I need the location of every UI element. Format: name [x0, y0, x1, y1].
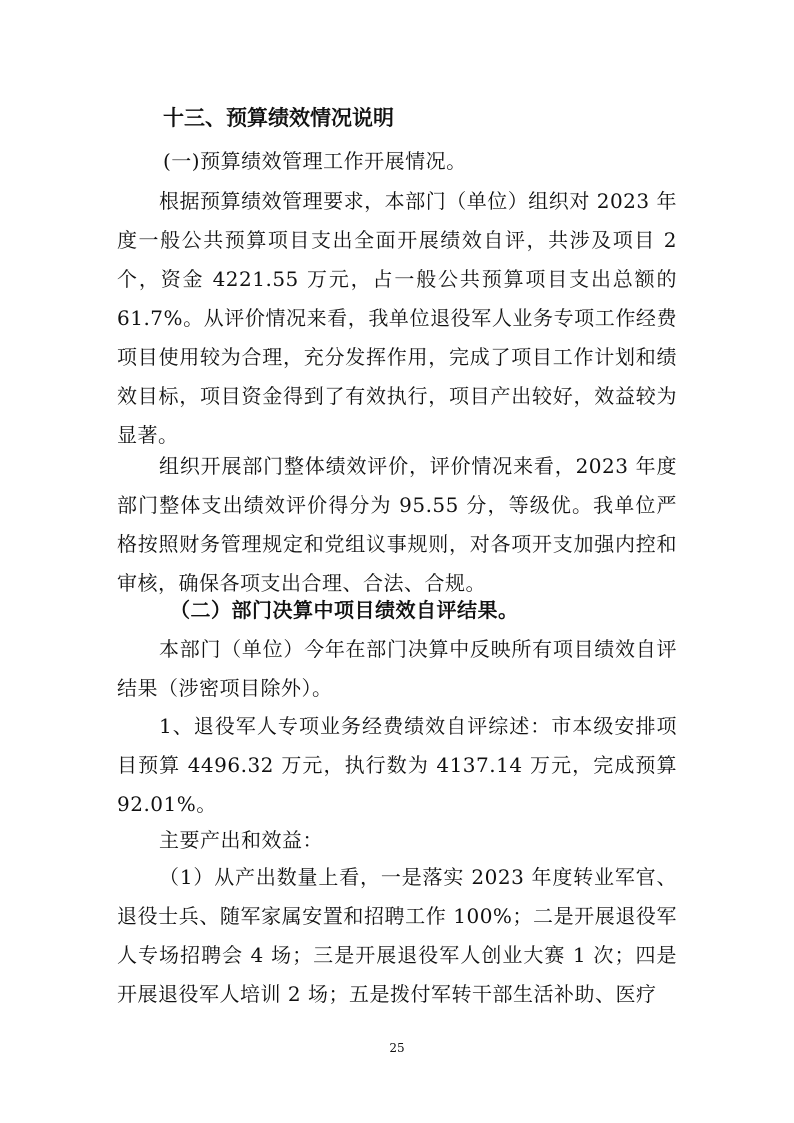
paragraph-special-fund-summary: 1、退役军人专项业务经费绩效自评综述：市本级安排项目预算 4496.32 万元，执行数为 4137.14 万元，完成预算 92.01%。 [117, 714, 677, 816]
paragraph-self-evaluation: 根据预算绩效管理要求，本部门（单位）组织对 2023 年度一般公共预算项目支出全面开展绩效自评，共涉及项目 2 个，资金 4221.55 万元，占一般公共预算项目支出总额的 61.7%。从评价情况来看，我单位退役军人业务专项工作经费项目使用较为合理，充分发挥作用，完成了项目工作计划和绩效目标，项目资金得到了有效执行，项目产出较好，效益较为显著。 [117, 189, 677, 447]
paragraph-results-scope: 本部门（单位）今年在部门决算中反映所有项目绩效自评结果（涉密项目除外）。 [117, 637, 677, 700]
paragraph-output-quantity: （1）从产出数量上看，一是落实 2023 年度转业军官、退役士兵、随军家属安置和招聘工作 100%；二是开展退役军人专场招聘会 4 场；三是开展退役军人创业大赛 1 次；四是开展退役军人培训 2 场；五是拨付军转干部生活补助、医疗 [117, 865, 677, 1006]
paragraph-outputs-heading: 主要产出和效益： [159, 828, 323, 852]
section-heading: 十三、预算绩效情况说明 [163, 106, 394, 130]
subheading-budget-performance-management: (一)预算绩效管理工作开展情况。 [163, 149, 467, 173]
subheading-project-self-evaluation-results: （二）部门决算中项目绩效自评结果。 [170, 598, 519, 622]
paragraph-overall-evaluation: 组织开展部门整体绩效评价，评价情况来看，2023 年度部门整体支出绩效评价得分为 95.55 分，等级优。我单位严格按照财务管理规定和党组议事规则，对各项开支加强内控和审核，确保各项支出合理、合法、合规。 [117, 454, 677, 595]
page-number: 25 [389, 1041, 405, 1055]
